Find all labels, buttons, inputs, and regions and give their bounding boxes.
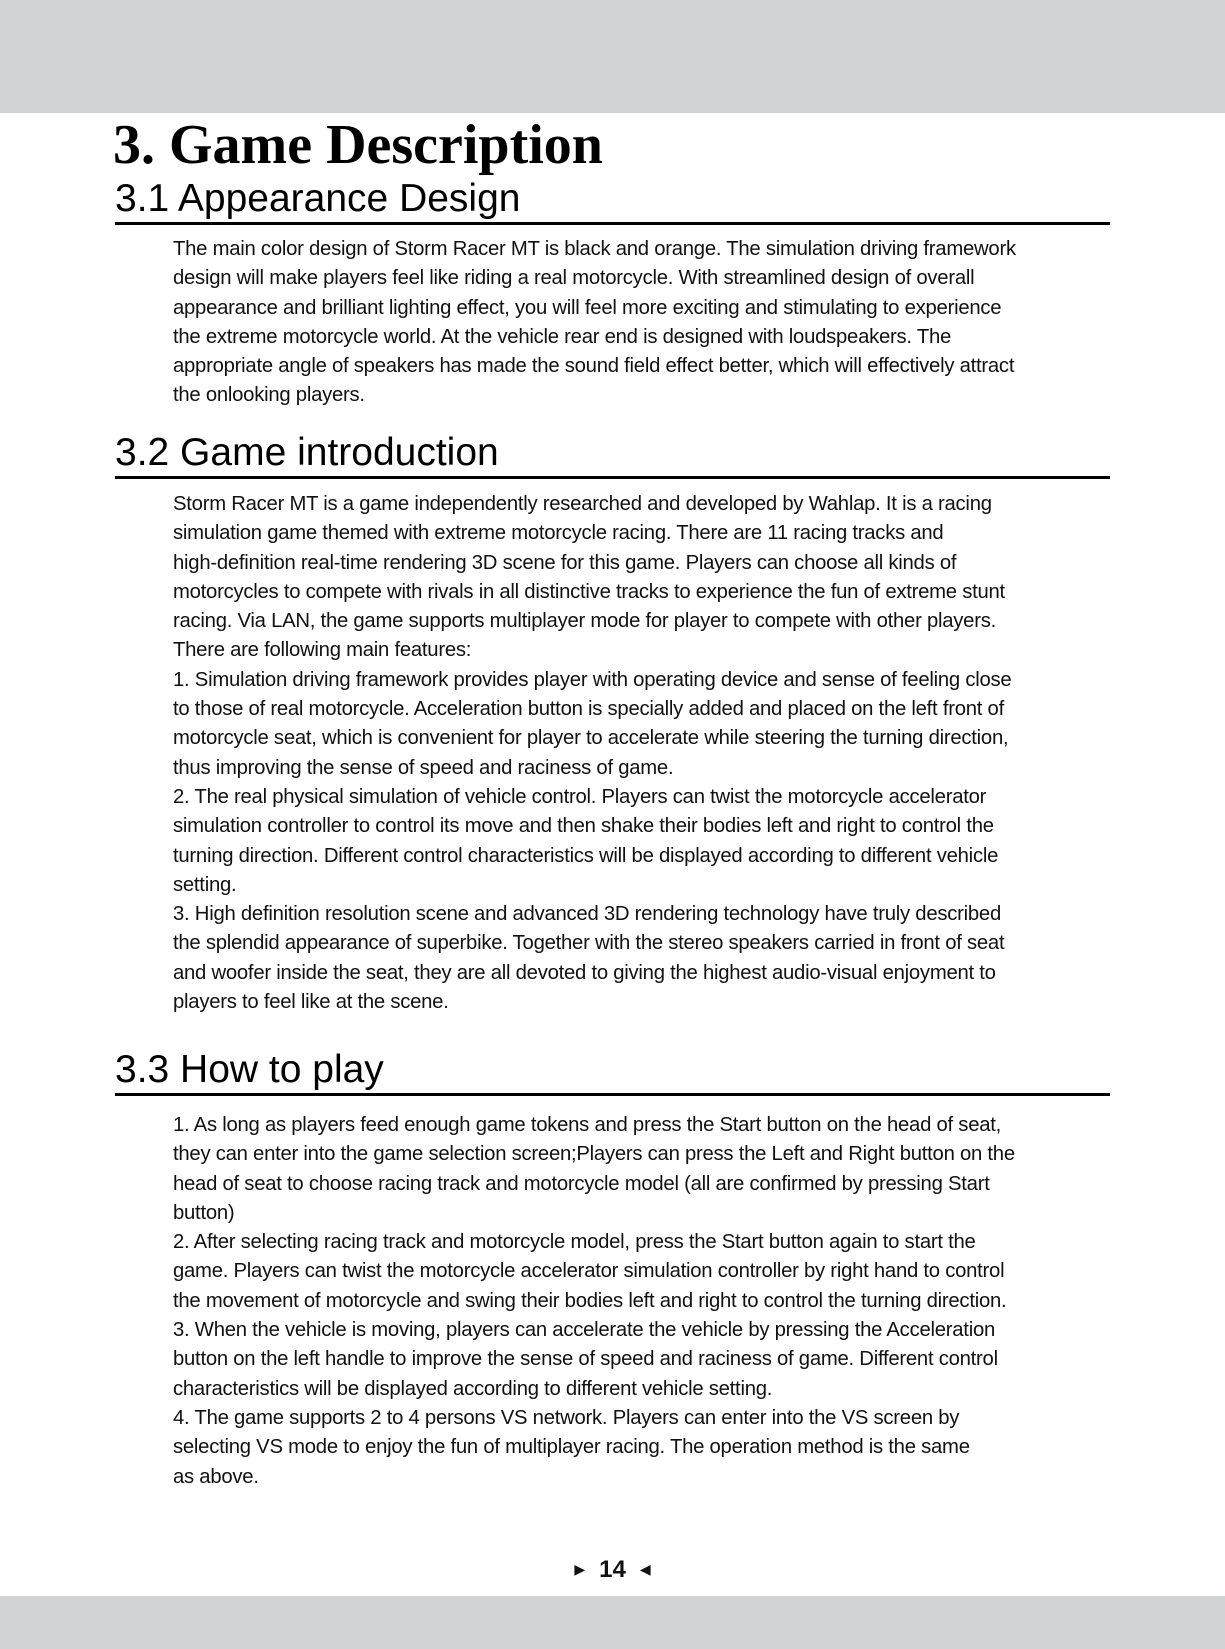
triangle-left-icon: ◀ bbox=[639, 1560, 651, 1577]
chapter-title: 3. Game Description bbox=[113, 114, 603, 176]
text-line: 2. After selecting racing track and motorcycle model, press the Start button again to start the bbox=[173, 1231, 976, 1254]
text-line: players to feel like at the scene. bbox=[173, 991, 449, 1014]
text-line: appearance and brilliant lighting effect, you will feel more exciting and stimulating to experience bbox=[173, 296, 1002, 319]
section-heading: 3.2 Game introduction bbox=[115, 430, 1110, 479]
section-body bbox=[173, 490, 1113, 1017]
triangle-right-icon: ▶ bbox=[574, 1560, 586, 1577]
text-line: turning direction. Different control characteristics will be displayed according to different vehicle bbox=[173, 844, 999, 867]
text-line: button) bbox=[173, 1201, 235, 1224]
section-heading: 3.3 How to play bbox=[115, 1047, 1110, 1096]
text-line: 2. The real physical simulation of vehicle control. Players can twist the motorcycle accelerator bbox=[173, 785, 987, 808]
text-line: characteristics will be displayed according to different vehicle setting. bbox=[173, 1377, 773, 1400]
text-line: the extreme motorcycle world. At the vehicle rear end is designed with loudspeakers. The bbox=[173, 325, 952, 348]
text-line: to those of real motorcycle. Acceleration button is specially added and placed on the left front of bbox=[173, 698, 1004, 721]
section-appearance-design bbox=[115, 176, 1110, 411]
text-line: 1. Simulation driving framework provides player with operating device and sense of feeling close bbox=[173, 668, 1012, 691]
text-line: There are following main features: bbox=[173, 639, 472, 662]
text-line: the splendid appearance of superbike. Together with the stereo speakers carried in front of seat bbox=[173, 932, 1005, 955]
text-line: and woofer inside the seat, they are all devoted to giving the highest audio-visual enjoyment to bbox=[173, 961, 996, 984]
section-game-introduction bbox=[115, 430, 1110, 1017]
top-gray-band bbox=[0, 0, 1225, 113]
text-line: button on the left handle to improve the sense of speed and raciness of game. Different control bbox=[173, 1348, 998, 1371]
text-line: 4. The game supports 2 to 4 persons VS network. Players can enter into the VS screen by bbox=[173, 1406, 960, 1429]
text-line: motorcycle seat, which is convenient for player to accelerate while steering the turning direction, bbox=[173, 727, 1009, 750]
text-line: game. Players can twist the motorcycle accelerator simulation controller by right hand to control bbox=[173, 1260, 1005, 1283]
text-line: The main color design of Storm Racer MT is black and orange. The simulation driving framework bbox=[173, 238, 1016, 260]
bottom-gray-band bbox=[0, 1596, 1225, 1649]
text-line: appropriate angle of speakers has made the sound field effect better, which will effectively attract bbox=[173, 355, 1015, 378]
page-number: 14 bbox=[599, 1556, 626, 1583]
text-line: 1. As long as players feed enough game tokens and press the Start button on the head of seat, bbox=[173, 1114, 1002, 1136]
section-body bbox=[173, 1111, 1113, 1492]
text-line: setting. bbox=[173, 873, 237, 896]
text-line: selecting VS mode to enjoy the fun of multiplayer racing. The operation method is the same bbox=[173, 1436, 970, 1459]
text-line: the onlooking players. bbox=[173, 384, 365, 407]
text-line: racing. Via LAN, the game supports multiplayer mode for player to compete with other players. bbox=[173, 610, 996, 633]
text-line: simulation controller to control its move and then shake their bodies left and right to control the bbox=[173, 815, 994, 838]
text-line: as above. bbox=[173, 1465, 259, 1488]
text-line: 3. When the vehicle is moving, players can accelerate the vehicle by pressing the Acceleration bbox=[173, 1319, 996, 1342]
text-line: thus improving the sense of speed and raciness of game. bbox=[173, 756, 674, 779]
section-heading: 3.1 Appearance Design bbox=[115, 176, 1110, 225]
text-line: 3. High definition resolution scene and advanced 3D rendering technology have truly described bbox=[173, 903, 1001, 926]
section-body bbox=[173, 235, 1113, 411]
text-line: head of seat to choose racing track and motorcycle model (all are confirmed by pressing Start bbox=[173, 1172, 990, 1195]
page-footer bbox=[0, 1555, 1225, 1586]
text-line: Storm Racer MT is a game independently researched and developed by Wahlap. It is a racing bbox=[173, 493, 992, 515]
text-line: simulation game themed with extreme motorcycle racing. There are 11 racing tracks and bbox=[173, 522, 944, 545]
text-line: design will make players feel like riding a real motorcycle. With streamlined design of overall bbox=[173, 267, 975, 290]
text-line: motorcycles to compete with rivals in all distinctive tracks to experience the fun of extreme stunt bbox=[173, 580, 1005, 603]
text-line: high-definition real-time rendering 3D scene for this game. Players can choose all kinds of bbox=[173, 551, 957, 574]
section-how-to-play bbox=[115, 1047, 1110, 1492]
text-line: the movement of motorcycle and swing their bodies left and right to control the turning direction. bbox=[173, 1289, 1007, 1312]
text-line: they can enter into the game selection screen;Players can press the Left and Right button on the bbox=[173, 1143, 1015, 1166]
